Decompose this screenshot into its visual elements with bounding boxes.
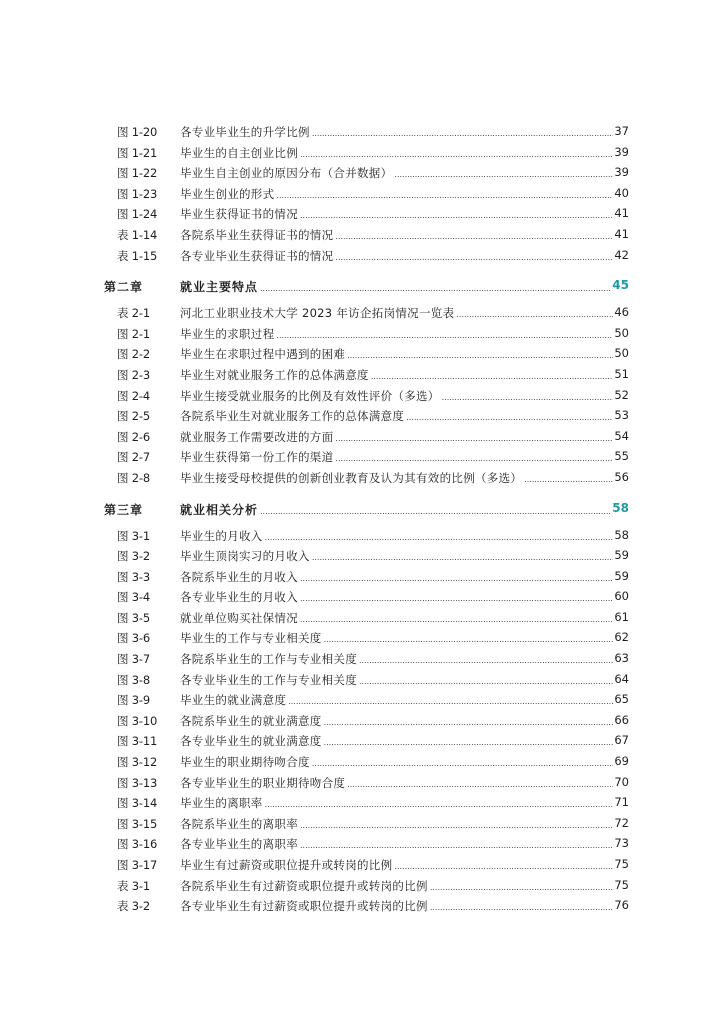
entry-title[interactable]: 各院系毕业生的离职率 — [180, 816, 298, 831]
toc-entry-row[interactable] — [0, 708, 724, 729]
toc-leader — [180, 754, 613, 770]
dot-leader — [359, 677, 613, 686]
toc-leader — [180, 795, 613, 811]
entry-title[interactable]: 毕业生的工作与专业相关度 — [180, 631, 322, 646]
page-number: 53 — [614, 408, 629, 423]
figure-table-number: 图 3-6 — [117, 631, 150, 646]
dot-leader — [265, 800, 613, 809]
toc-entry-row[interactable] — [0, 646, 724, 667]
entry-title[interactable]: 毕业生对就业服务工作的总体满意度 — [180, 367, 369, 382]
toc-leader — [180, 548, 613, 564]
page-number: 45 — [612, 278, 629, 293]
figure-table-number: 图 3-11 — [117, 734, 158, 749]
toc-leader — [180, 305, 613, 321]
page-number: 55 — [614, 449, 629, 464]
entry-title[interactable]: 各专业毕业生的工作与专业相关度 — [180, 672, 357, 687]
toc-entry-row[interactable] — [0, 543, 724, 564]
dot-leader — [312, 553, 613, 562]
toc-entry-row[interactable] — [0, 403, 724, 424]
figure-table-number: 表 3-1 — [117, 878, 150, 893]
toc-entry-row[interactable] — [0, 584, 724, 605]
page-number: 54 — [614, 428, 629, 443]
page-number: 40 — [614, 185, 629, 200]
toc-entry-row[interactable] — [0, 625, 724, 646]
dot-leader — [394, 862, 613, 871]
toc-entry-row[interactable] — [0, 770, 724, 791]
figure-table-number: 图 2-1 — [117, 326, 150, 341]
page-number: 61 — [614, 609, 629, 624]
toc-entry-row[interactable] — [0, 564, 724, 585]
entry-title[interactable]: 各院系毕业生有过薪资或职位提升或转岗的比例 — [180, 878, 428, 893]
toc-leader — [180, 630, 613, 646]
page-number: 46 — [614, 305, 629, 320]
toc-entry-row[interactable] — [0, 222, 724, 243]
toc-leader — [180, 449, 613, 465]
dot-leader — [312, 129, 613, 138]
figure-table-number: 图 1-24 — [117, 207, 158, 222]
entry-title[interactable]: 各专业毕业生的月收入 — [180, 590, 298, 605]
figure-table-number: 图 3-5 — [117, 610, 150, 625]
page-number: 70 — [614, 774, 629, 789]
dot-leader — [406, 413, 613, 422]
entry-title[interactable]: 各专业毕业生获得证书的情况 — [180, 248, 334, 263]
figure-table-number: 表 1-14 — [117, 227, 158, 242]
toc-entry-row[interactable] — [0, 465, 724, 486]
entry-title[interactable]: 各专业毕业生的职业期待吻合度 — [180, 775, 346, 790]
toc-entry-row[interactable] — [0, 687, 724, 708]
dot-leader — [335, 253, 613, 262]
toc-leader — [180, 692, 613, 708]
toc-entry-row[interactable] — [0, 444, 724, 465]
figure-table-number: 图 1-23 — [117, 186, 158, 201]
toc-entry-row[interactable] — [0, 321, 724, 342]
dot-leader — [324, 635, 613, 644]
toc-entry-row[interactable] — [0, 201, 724, 222]
figure-table-number: 图 2-8 — [117, 470, 150, 485]
toc-entry-row[interactable] — [0, 852, 724, 873]
page-number: 73 — [614, 836, 629, 851]
toc-leader — [180, 651, 613, 667]
chapter-number: 第二章 — [104, 280, 144, 295]
page-number: 65 — [614, 692, 629, 707]
toc-leader — [180, 429, 613, 445]
figure-table-number: 图 2-4 — [117, 388, 150, 403]
dot-leader — [335, 232, 613, 241]
figure-table-number: 图 3-17 — [117, 858, 158, 872]
toc-leader — [180, 124, 613, 140]
toc-chapter-row[interactable] — [0, 492, 724, 520]
toc-entry-row[interactable] — [0, 160, 724, 181]
figure-table-number: 表 2-1 — [117, 306, 150, 321]
figure-table-number: 图 2-5 — [117, 409, 150, 424]
dot-leader — [276, 331, 613, 340]
figure-table-number: 图 2-7 — [117, 450, 150, 465]
dot-leader — [324, 738, 613, 747]
toc-leader — [180, 589, 613, 605]
toc-leader — [180, 898, 613, 914]
figure-table-number: 图 1-21 — [117, 145, 158, 160]
toc-leader — [180, 733, 613, 749]
toc-leader — [180, 388, 613, 404]
toc-leader — [180, 145, 613, 161]
entry-title[interactable]: 各院系毕业生获得证书的情况 — [180, 227, 334, 242]
entry-title[interactable]: 毕业生的职业期待吻合度 — [180, 755, 310, 770]
toc-entry-row[interactable] — [0, 831, 724, 852]
page-number: 50 — [614, 346, 629, 361]
entry-title[interactable]: 毕业生的求职过程 — [180, 326, 275, 341]
entry-title[interactable]: 毕业生的自主创业比例 — [180, 145, 298, 160]
toc-entry-row[interactable] — [0, 300, 724, 321]
page-number: 72 — [614, 815, 629, 830]
page-number: 58 — [614, 527, 629, 542]
dot-leader — [359, 656, 613, 665]
entry-title[interactable]: 毕业生的离职率 — [180, 796, 263, 811]
dot-leader — [335, 434, 613, 443]
toc-entry-row[interactable] — [0, 383, 724, 404]
entry-title[interactable]: 毕业生的月收入 — [180, 528, 263, 543]
dot-leader — [324, 718, 613, 727]
page-number: 41 — [614, 226, 629, 241]
toc-leader — [180, 878, 613, 894]
page-number: 56 — [614, 469, 629, 484]
toc-entry-row[interactable] — [0, 728, 724, 749]
toc-leader — [180, 346, 613, 362]
dot-leader — [300, 211, 613, 220]
entry-title[interactable]: 各专业毕业生的升学比例 — [180, 125, 310, 139]
toc-leader — [180, 713, 613, 729]
figure-table-number: 图 2-6 — [117, 429, 150, 444]
dot-leader — [347, 780, 613, 789]
figure-table-number: 图 1-20 — [117, 125, 158, 139]
page-number: 71 — [614, 795, 629, 810]
page-number: 67 — [614, 733, 629, 748]
dot-leader — [276, 191, 613, 200]
toc-entry-row[interactable] — [0, 140, 724, 161]
dot-leader — [347, 351, 613, 360]
figure-table-number: 图 3-8 — [117, 672, 150, 687]
toc-leader — [180, 610, 613, 626]
chapter-title[interactable]: 就业主要特点 — [180, 280, 259, 295]
toc-leader — [180, 836, 613, 852]
dot-leader — [300, 841, 613, 850]
page-number: 76 — [614, 898, 629, 913]
page-number: 58 — [612, 500, 629, 515]
page-number: 51 — [614, 366, 629, 381]
page-number: 75 — [614, 857, 629, 871]
toc-leader — [180, 326, 613, 342]
figure-table-number: 图 2-2 — [117, 347, 150, 362]
toc-leader — [180, 227, 613, 243]
entry-title[interactable]: 毕业生创业的形式 — [180, 186, 275, 201]
toc-leader — [180, 816, 613, 832]
toc-entry-row[interactable] — [0, 362, 724, 383]
toc-entry-row[interactable] — [0, 181, 724, 202]
toc-leader — [180, 408, 613, 424]
chapter-number: 第三章 — [104, 502, 144, 517]
toc-leader — [180, 206, 613, 222]
entry-title[interactable]: 毕业生接受就业服务的比例及有效性评价（多选） — [180, 388, 440, 403]
entry-title[interactable]: 各院系毕业生的月收入 — [180, 569, 298, 584]
entry-title[interactable]: 河北工业职业技术大学 2023 年访企拓岗情况一览表 — [180, 306, 455, 321]
figure-table-number: 图 3-12 — [117, 755, 158, 770]
page-number: 60 — [614, 589, 629, 604]
entry-title[interactable]: 各院系毕业生的工作与专业相关度 — [180, 652, 357, 667]
page-number: 62 — [614, 630, 629, 645]
entry-title[interactable]: 毕业生接受母校提供的创新创业教育及认为其有效的比例（多选） — [180, 470, 523, 485]
page-number: 63 — [614, 651, 629, 666]
figure-table-number: 表 1-15 — [117, 248, 158, 263]
entry-title[interactable]: 毕业生获得第一份工作的渠道 — [180, 450, 334, 465]
table-of-contents — [0, 119, 724, 914]
dot-leader — [335, 454, 613, 463]
toc-entry-row[interactable] — [0, 243, 724, 264]
toc-entry-row[interactable] — [0, 523, 724, 544]
figure-table-number: 图 3-14 — [117, 796, 158, 811]
page-number: 69 — [614, 754, 629, 769]
entry-title[interactable]: 毕业生在求职过程中遇到的困难 — [180, 347, 346, 362]
figure-table-number: 表 3-2 — [117, 899, 150, 914]
page-number: 59 — [614, 548, 629, 563]
entry-title[interactable]: 各院系毕业生对就业服务工作的总体满意度 — [180, 409, 405, 424]
dot-leader — [300, 150, 613, 159]
page-number: 59 — [614, 568, 629, 583]
figure-table-number: 图 3-13 — [117, 775, 158, 790]
toc-entry-row[interactable] — [0, 605, 724, 626]
page-number: 41 — [614, 206, 629, 221]
figure-table-number: 图 1-22 — [117, 166, 158, 181]
dot-leader — [394, 170, 613, 179]
toc-leader — [180, 569, 613, 585]
entry-title[interactable]: 就业单位购买社保情况 — [180, 610, 298, 625]
toc-leader — [180, 672, 613, 688]
page-number: 52 — [614, 387, 629, 402]
toc-entry-row[interactable] — [0, 749, 724, 770]
page-number: 37 — [614, 124, 629, 138]
dot-leader — [300, 574, 613, 583]
toc-entry-row[interactable] — [0, 341, 724, 362]
toc-leader — [180, 367, 613, 383]
entry-title[interactable]: 各专业毕业生的就业满意度 — [180, 734, 322, 749]
toc-entry-row[interactable] — [0, 873, 724, 894]
toc-leader — [180, 248, 613, 264]
entry-title[interactable]: 就业服务工作需要改进的方面 — [180, 429, 334, 444]
entry-title[interactable]: 毕业生自主创业的原因分布（合并数据） — [180, 166, 393, 181]
toc-leader — [180, 470, 613, 486]
page-number: 75 — [614, 877, 629, 892]
figure-table-number: 图 3-2 — [117, 549, 150, 564]
dot-leader — [260, 284, 611, 293]
dot-leader — [300, 594, 613, 603]
figure-table-number: 图 3-10 — [117, 713, 158, 728]
dot-leader — [430, 903, 613, 912]
dot-leader — [288, 697, 613, 706]
figure-table-number: 图 3-16 — [117, 837, 158, 852]
dot-leader — [300, 821, 613, 830]
page-number: 64 — [614, 671, 629, 686]
entry-title[interactable]: 毕业生有过薪资或职位提升或转岗的比例 — [180, 858, 393, 872]
toc-leader — [180, 528, 613, 544]
toc-leader — [180, 501, 611, 518]
toc-leader — [180, 278, 611, 295]
entry-title[interactable]: 各专业毕业生的离职率 — [180, 837, 298, 852]
entry-title[interactable]: 毕业生顶岗实习的月收入 — [180, 549, 310, 564]
toc-chapter-row[interactable] — [0, 269, 724, 297]
page-number: 66 — [614, 712, 629, 727]
figure-table-number: 图 3-1 — [117, 528, 150, 543]
toc-entry-row[interactable] — [0, 893, 724, 914]
page-number: 42 — [614, 247, 629, 262]
dot-leader — [260, 507, 611, 516]
dot-leader — [300, 615, 613, 624]
dot-leader — [456, 310, 613, 319]
entry-title[interactable]: 毕业生的就业满意度 — [180, 693, 287, 708]
toc-entry-row[interactable] — [0, 424, 724, 445]
figure-table-number: 图 3-15 — [117, 816, 158, 831]
page-number: 39 — [614, 144, 629, 159]
figure-table-number: 图 3-9 — [117, 693, 150, 708]
dot-leader — [371, 372, 613, 381]
entry-title[interactable]: 各专业毕业生有过薪资或职位提升或转岗的比例 — [180, 899, 428, 914]
entry-title[interactable]: 毕业生获得证书的情况 — [180, 207, 298, 222]
page-number: 39 — [614, 165, 629, 180]
figure-table-number: 图 3-3 — [117, 569, 150, 584]
entry-title[interactable]: 各院系毕业生的就业满意度 — [180, 713, 322, 728]
toc-leader — [180, 857, 613, 873]
page-number: 50 — [614, 325, 629, 340]
figure-table-number: 图 3-4 — [117, 590, 150, 605]
toc-leader — [180, 775, 613, 791]
dot-leader — [442, 393, 613, 402]
dot-leader — [430, 883, 613, 892]
toc-leader — [180, 165, 613, 181]
figure-table-number: 图 3-7 — [117, 652, 150, 667]
toc-entry-row[interactable] — [0, 667, 724, 688]
chapter-title[interactable]: 就业相关分析 — [180, 502, 259, 517]
dot-leader — [265, 533, 613, 542]
dot-leader — [524, 475, 613, 484]
toc-entry-row[interactable] — [0, 119, 724, 140]
toc-entry-row[interactable] — [0, 811, 724, 832]
figure-table-number: 图 2-3 — [117, 367, 150, 382]
toc-leader — [180, 186, 613, 202]
dot-leader — [312, 759, 613, 768]
toc-entry-row[interactable] — [0, 790, 724, 811]
